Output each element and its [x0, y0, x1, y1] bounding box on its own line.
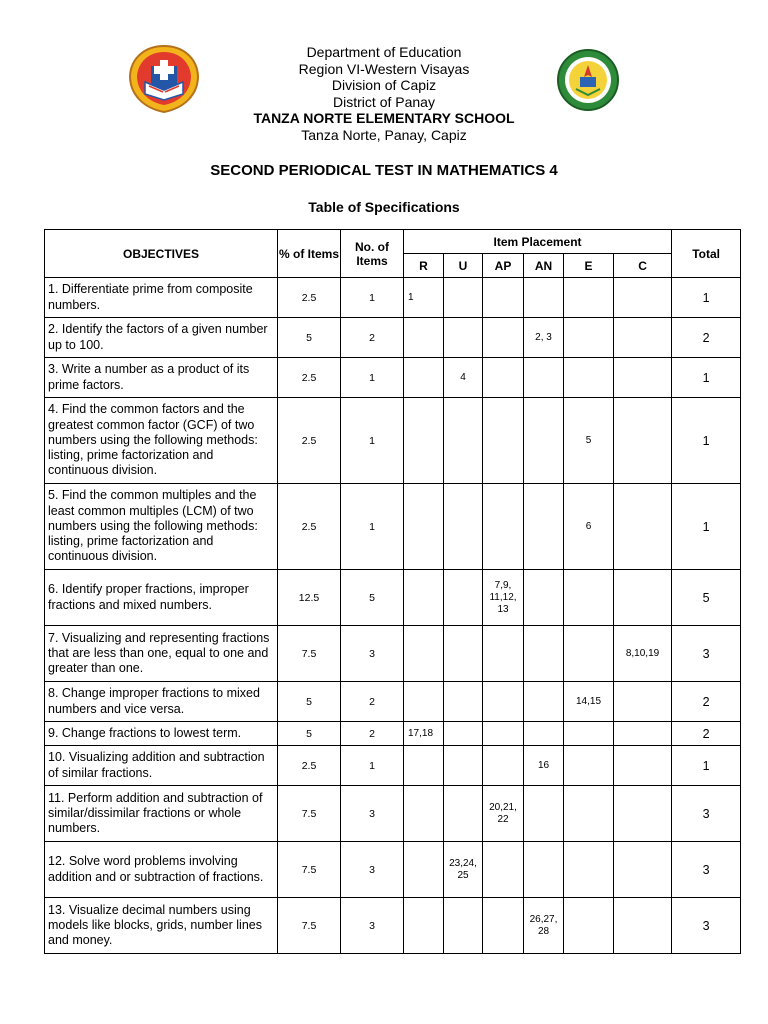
objective-cell: 10. Visualizing addition and subtraction of similar fractions. — [45, 746, 278, 786]
total-cell: 2 — [672, 318, 741, 358]
placement-e-cell — [564, 318, 614, 358]
header-line-2: Region VI-Western Visayas — [298, 60, 470, 77]
letterhead — [0, 44, 768, 143]
placement-an-cell — [524, 626, 564, 682]
placement-e-cell — [564, 898, 614, 954]
placement-r-cell — [404, 682, 444, 722]
header-objectives: OBJECTIVES — [45, 230, 278, 278]
total-cell: 3 — [672, 626, 741, 682]
items-cell: 3 — [341, 842, 404, 898]
percent-cell: 7.5 — [278, 898, 341, 954]
placement-an-cell: 16 — [524, 746, 564, 786]
items-cell: 3 — [341, 786, 404, 842]
table-row — [45, 626, 741, 682]
header-level-ap: AP — [483, 254, 524, 278]
placement-r-cell — [404, 570, 444, 626]
placement-e-cell — [564, 278, 614, 318]
percent-cell: 7.5 — [278, 626, 341, 682]
placement-u-cell — [444, 570, 483, 626]
percent-cell: 5 — [278, 722, 341, 746]
table-row — [45, 722, 741, 746]
placement-c-cell — [614, 746, 672, 786]
placement-c-cell — [614, 682, 672, 722]
placement-r-cell — [404, 746, 444, 786]
header-percent-items: % of Items — [278, 230, 341, 278]
items-cell: 3 — [341, 626, 404, 682]
items-cell: 1 — [341, 746, 404, 786]
placement-an-cell — [524, 722, 564, 746]
header-line-1: Department of Education — [306, 44, 462, 60]
specification-table — [44, 229, 741, 954]
document-title: SECOND PERIODICAL TEST IN MATHEMATICS 4 — [210, 162, 558, 179]
placement-u-cell — [444, 626, 483, 682]
placement-ap-cell — [483, 898, 524, 954]
placement-u-cell: 4 — [444, 358, 483, 398]
header-level-e: E — [564, 254, 614, 278]
placement-c-cell — [614, 570, 672, 626]
placement-c-cell — [614, 898, 672, 954]
placement-c-cell — [614, 318, 672, 358]
header-item-placement: Item Placement — [404, 230, 672, 254]
table-row — [45, 398, 741, 484]
percent-cell: 2.5 — [278, 746, 341, 786]
header-line-4: District of Panay — [333, 93, 435, 110]
items-cell: 3 — [341, 898, 404, 954]
objective-cell: 2. Identify the factors of a given number up to 100. — [45, 318, 278, 358]
objective-cell: 8. Change improper fractions to mixed numbers and vice versa. — [45, 682, 278, 722]
items-cell: 2 — [341, 722, 404, 746]
objective-cell: 3. Write a number as a product of its prime factors. — [45, 358, 278, 398]
placement-ap-cell — [483, 682, 524, 722]
placement-r-cell: 17,18 — [404, 722, 444, 746]
placement-ap-cell — [483, 746, 524, 786]
placement-c-cell — [614, 484, 672, 570]
placement-u-cell — [444, 484, 483, 570]
items-cell: 1 — [341, 358, 404, 398]
placement-u-cell: 23,24, 25 — [444, 842, 483, 898]
placement-an-cell — [524, 570, 564, 626]
table-row — [45, 318, 741, 358]
total-cell: 3 — [672, 842, 741, 898]
placement-an-cell — [524, 278, 564, 318]
objective-cell: 13. Visualize decimal numbers using models like blocks, grids, number lines and money. — [45, 898, 278, 954]
placement-r-cell — [404, 786, 444, 842]
header-total: Total — [672, 230, 741, 278]
placement-u-cell — [444, 398, 483, 484]
placement-ap-cell — [483, 626, 524, 682]
percent-cell: 7.5 — [278, 786, 341, 842]
table-row — [45, 484, 741, 570]
placement-e-cell — [564, 842, 614, 898]
placement-an-cell: 2, 3 — [524, 318, 564, 358]
percent-cell: 12.5 — [278, 570, 341, 626]
objective-cell: 9. Change fractions to lowest term. — [45, 722, 278, 746]
placement-r-cell — [404, 898, 444, 954]
items-cell: 2 — [341, 682, 404, 722]
placement-u-cell — [444, 278, 483, 318]
items-cell: 5 — [341, 570, 404, 626]
percent-cell: 2.5 — [278, 398, 341, 484]
placement-e-cell — [564, 746, 614, 786]
school-address: Tanza Norte, Panay, Capiz — [301, 126, 467, 143]
placement-u-cell — [444, 898, 483, 954]
table-row — [45, 570, 741, 626]
table-row — [45, 842, 741, 898]
placement-c-cell — [614, 722, 672, 746]
placement-ap-cell — [483, 722, 524, 746]
percent-cell: 7.5 — [278, 842, 341, 898]
table-row — [45, 278, 741, 318]
placement-c-cell — [614, 278, 672, 318]
placement-an-cell — [524, 358, 564, 398]
placement-an-cell: 26,27, 28 — [524, 898, 564, 954]
items-cell: 1 — [341, 484, 404, 570]
objective-cell: 4. Find the common factors and the greatest common factor (GCF) of two numbers using the following methods: listing, prime factorization and continuous division. — [45, 398, 278, 484]
placement-u-cell — [444, 682, 483, 722]
table-row — [45, 682, 741, 722]
document-subtitle: Table of Specifications — [308, 199, 460, 215]
header-level-r: R — [404, 254, 444, 278]
placement-e-cell — [564, 722, 614, 746]
placement-an-cell — [524, 842, 564, 898]
table-row — [45, 786, 741, 842]
total-cell: 5 — [672, 570, 741, 626]
placement-e-cell: 14,15 — [564, 682, 614, 722]
header-number-items: No. of Items — [341, 230, 404, 278]
total-cell: 3 — [672, 898, 741, 954]
placement-ap-cell — [483, 484, 524, 570]
objective-cell: 5. Find the common multiples and the least common multiples (LCM) of two numbers using the following methods: listing, prime factorization and continuous division. — [45, 484, 278, 570]
placement-e-cell — [564, 358, 614, 398]
placement-c-cell — [614, 398, 672, 484]
placement-e-cell: 6 — [564, 484, 614, 570]
placement-e-cell — [564, 786, 614, 842]
placement-r-cell — [404, 484, 444, 570]
percent-cell: 2.5 — [278, 278, 341, 318]
table-row — [45, 898, 741, 954]
objective-cell: 1. Differentiate prime from composite numbers. — [45, 278, 278, 318]
placement-r-cell — [404, 398, 444, 484]
placement-u-cell — [444, 318, 483, 358]
items-cell: 2 — [341, 318, 404, 358]
placement-c-cell: 8,10,19 — [614, 626, 672, 682]
percent-cell: 2.5 — [278, 484, 341, 570]
total-cell: 2 — [672, 722, 741, 746]
percent-cell: 5 — [278, 682, 341, 722]
placement-u-cell — [444, 746, 483, 786]
placement-an-cell — [524, 484, 564, 570]
table-row — [45, 358, 741, 398]
placement-ap-cell: 20,21, 22 — [483, 786, 524, 842]
placement-u-cell — [444, 786, 483, 842]
total-cell: 1 — [672, 746, 741, 786]
placement-e-cell — [564, 626, 614, 682]
total-cell: 1 — [672, 484, 741, 570]
placement-ap-cell — [483, 358, 524, 398]
total-cell: 2 — [672, 682, 741, 722]
placement-r-cell — [404, 626, 444, 682]
percent-cell: 5 — [278, 318, 341, 358]
total-cell: 1 — [672, 398, 741, 484]
placement-c-cell — [614, 786, 672, 842]
placement-an-cell — [524, 398, 564, 484]
objective-cell: 7. Visualizing and representing fractions that are less than one, equal to one and greater than one. — [45, 626, 278, 682]
header-level-u: U — [444, 254, 483, 278]
placement-r-cell — [404, 358, 444, 398]
header-line-3: Division of Capiz — [331, 77, 437, 93]
placement-ap-cell: 7,9, 11,12, 13 — [483, 570, 524, 626]
items-cell: 1 — [341, 278, 404, 318]
placement-ap-cell — [483, 398, 524, 484]
objective-cell: 6. Identify proper fractions, improper fractions and mixed numbers. — [45, 570, 278, 626]
placement-an-cell — [524, 682, 564, 722]
table-row — [45, 746, 741, 786]
placement-r-cell: 1 — [404, 278, 444, 318]
placement-ap-cell — [483, 318, 524, 358]
percent-cell: 2.5 — [278, 358, 341, 398]
placement-r-cell — [404, 318, 444, 358]
placement-ap-cell — [483, 842, 524, 898]
header-level-c: C — [614, 254, 672, 278]
placement-e-cell — [564, 570, 614, 626]
placement-c-cell — [614, 842, 672, 898]
objective-cell: 12. Solve word problems involving addition and or subtraction of fractions. — [45, 842, 278, 898]
total-cell: 1 — [672, 358, 741, 398]
total-cell: 1 — [672, 278, 741, 318]
placement-ap-cell — [483, 278, 524, 318]
school-name: TANZA NORTE ELEMENTARY SCHOOL — [253, 110, 515, 126]
objective-cell: 11. Perform addition and subtraction of similar/dissimilar fractions or whole numbers. — [45, 786, 278, 842]
items-cell: 1 — [341, 398, 404, 484]
placement-e-cell: 5 — [564, 398, 614, 484]
placement-an-cell — [524, 786, 564, 842]
placement-r-cell — [404, 842, 444, 898]
placement-u-cell — [444, 722, 483, 746]
header-level-an: AN — [524, 254, 564, 278]
placement-c-cell — [614, 358, 672, 398]
total-cell: 3 — [672, 786, 741, 842]
